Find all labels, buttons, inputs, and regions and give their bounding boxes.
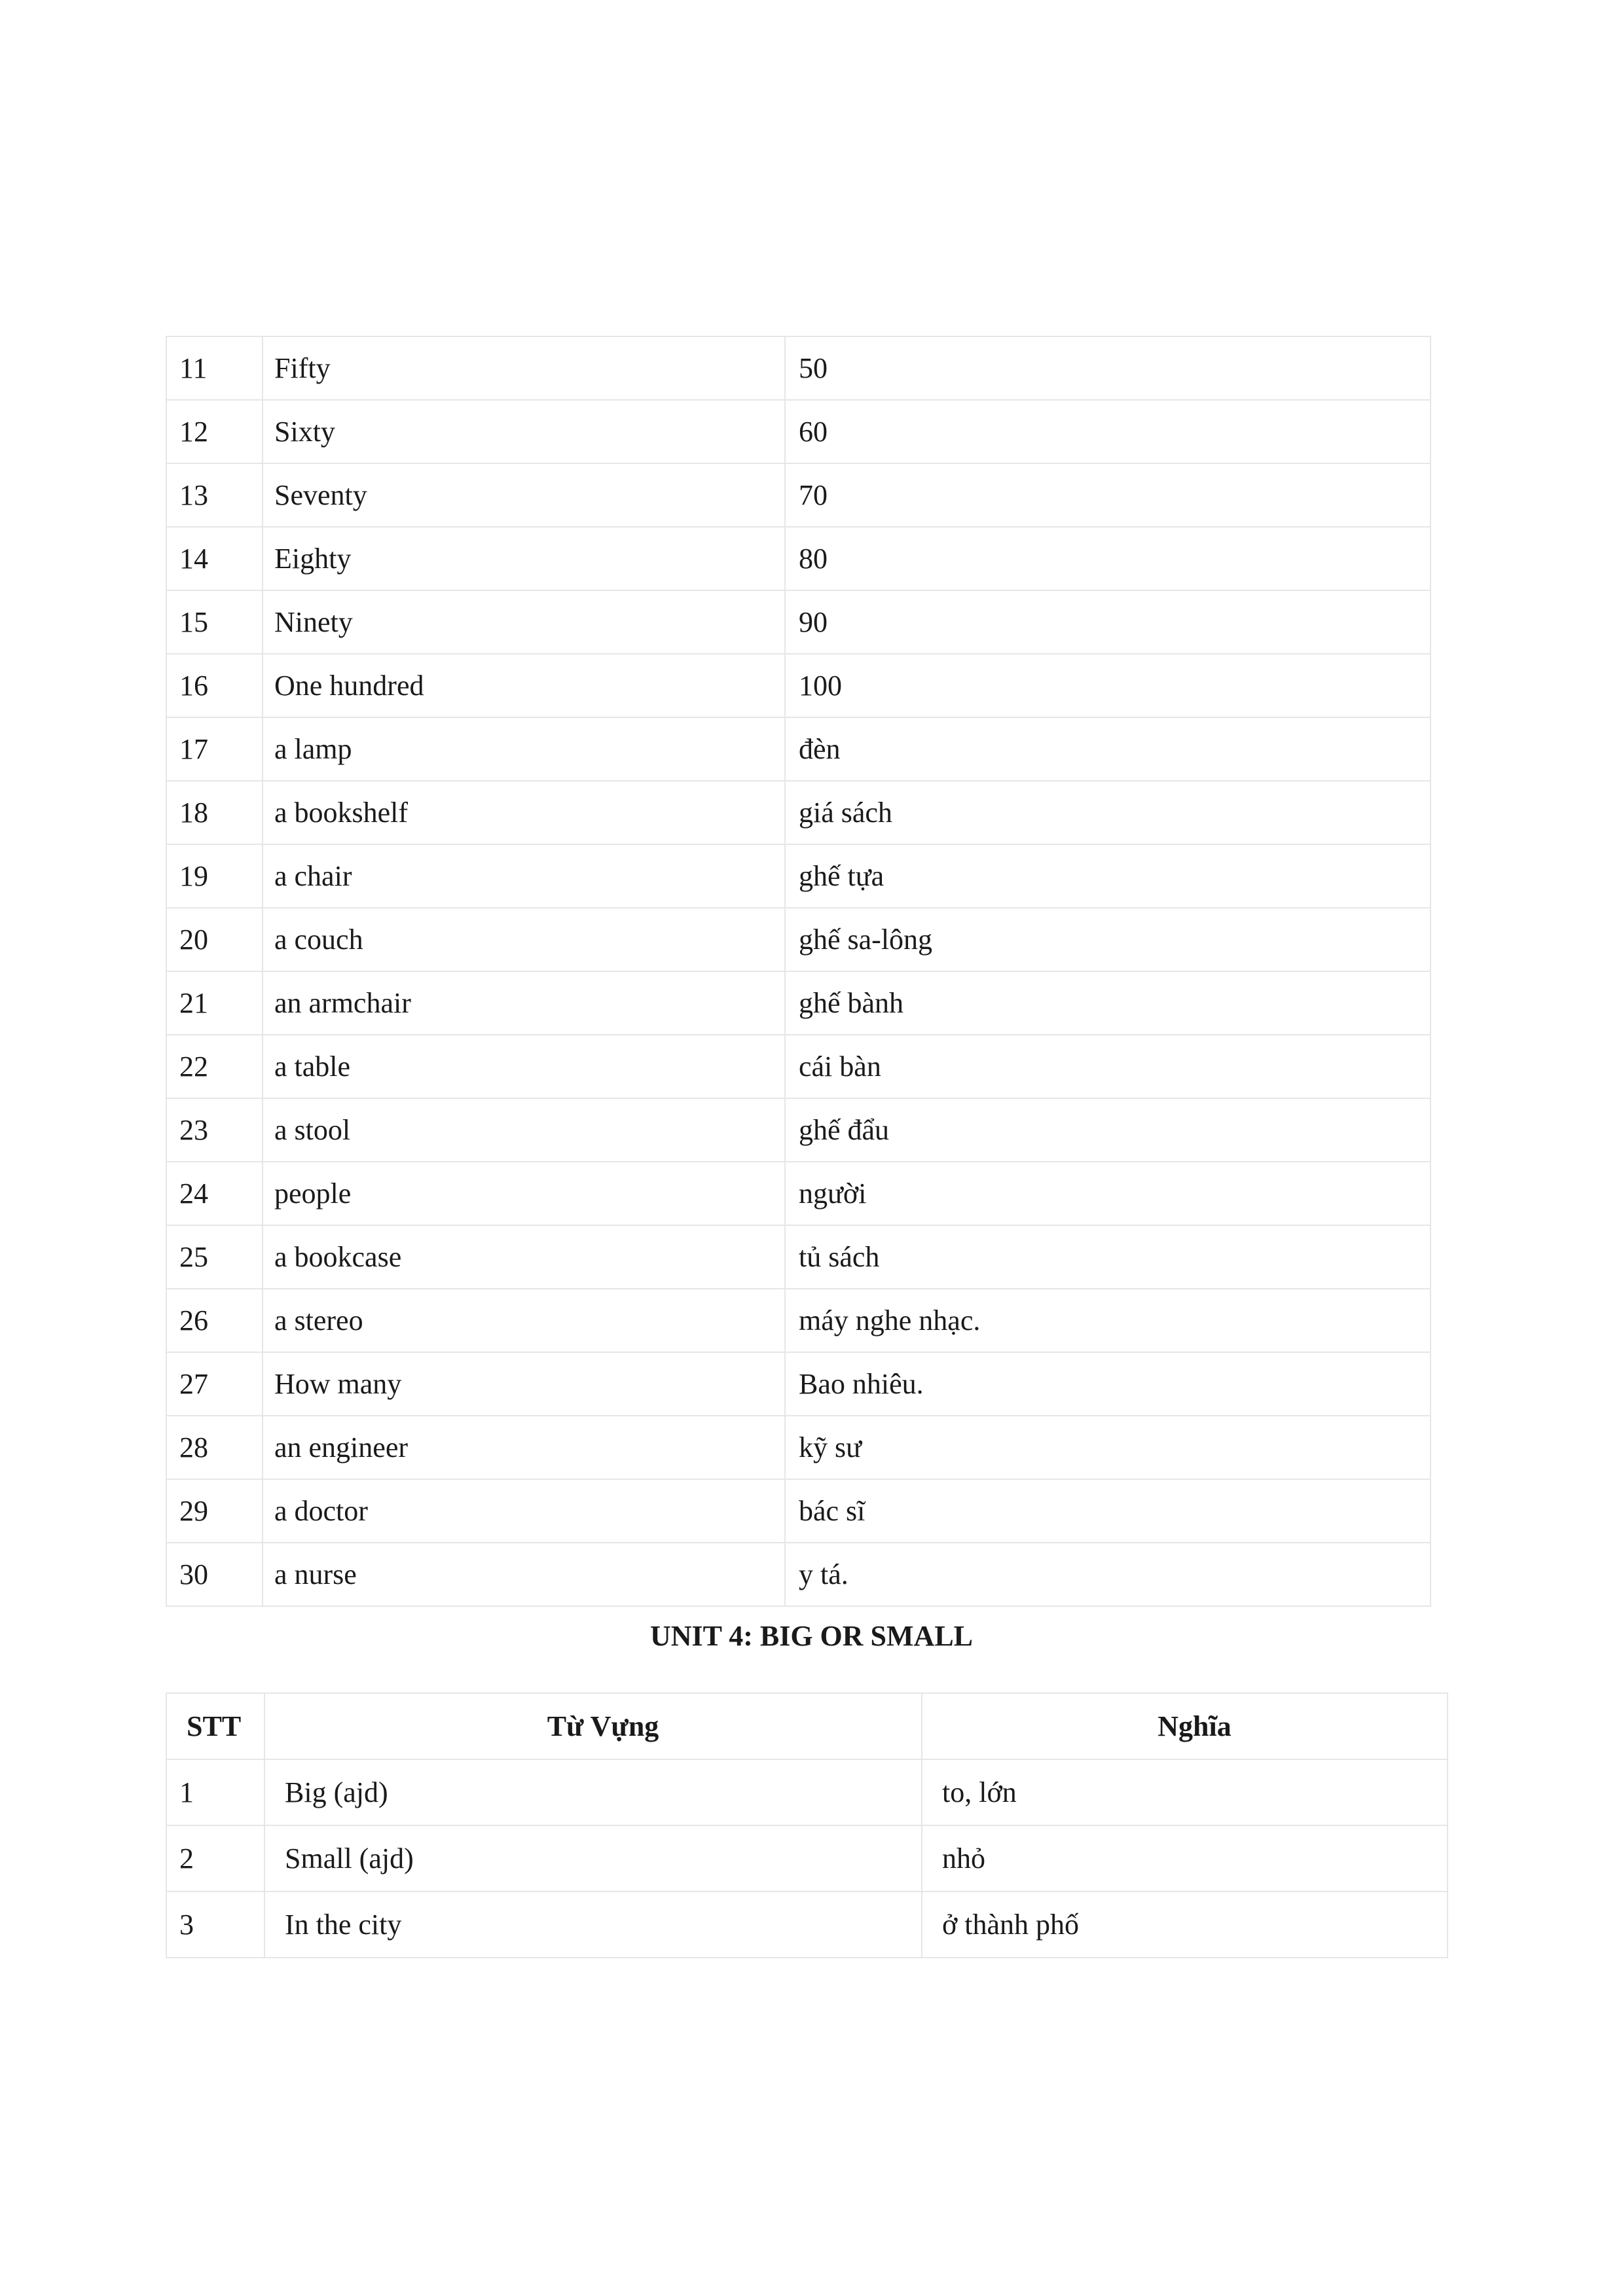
row-number: 30 <box>166 1543 263 1606</box>
table-row <box>166 1416 1431 1479</box>
row-word: an engineer <box>263 1416 785 1479</box>
row-number: 14 <box>166 527 263 590</box>
row-meaning: đèn <box>785 717 1431 781</box>
row-meaning: ghế sa-lông <box>785 908 1431 971</box>
table-row <box>166 463 1431 527</box>
row-meaning: nhỏ <box>922 1825 1448 1892</box>
row-number: 29 <box>166 1479 263 1543</box>
row-word: a bookcase <box>263 1225 785 1289</box>
row-meaning: kỹ sư <box>785 1416 1431 1479</box>
row-number: 27 <box>166 1352 263 1416</box>
row-number: 22 <box>166 1035 263 1098</box>
row-meaning: Bao nhiêu. <box>785 1352 1431 1416</box>
table-row <box>166 527 1431 590</box>
table-row <box>166 971 1431 1035</box>
table-row <box>166 590 1431 654</box>
row-number: 24 <box>166 1162 263 1225</box>
row-meaning: người <box>785 1162 1431 1225</box>
table-row <box>166 1289 1431 1352</box>
row-word: How many <box>263 1352 785 1416</box>
vocabulary-table-body <box>166 336 1431 1606</box>
table-row <box>166 400 1431 463</box>
row-meaning: y tá. <box>785 1543 1431 1606</box>
row-number: 12 <box>166 400 263 463</box>
row-word: Eighty <box>263 527 785 590</box>
row-word: Sixty <box>263 400 785 463</box>
row-meaning: 70 <box>785 463 1431 527</box>
row-word: Big (ajd) <box>264 1759 922 1825</box>
row-number: 1 <box>166 1759 264 1825</box>
row-meaning: ghế tựa <box>785 844 1431 908</box>
table-row <box>166 1892 1448 1958</box>
table-row <box>166 717 1431 781</box>
row-number: 28 <box>166 1416 263 1479</box>
row-word: a doctor <box>263 1479 785 1543</box>
row-word: a nurse <box>263 1543 785 1606</box>
row-word: an armchair <box>263 971 785 1035</box>
table-row <box>166 844 1431 908</box>
row-number: 3 <box>166 1892 264 1958</box>
row-meaning: ở thành phố <box>922 1892 1448 1958</box>
row-meaning: tủ sách <box>785 1225 1431 1289</box>
row-meaning: giá sách <box>785 781 1431 844</box>
row-number: 26 <box>166 1289 263 1352</box>
header-stt: STT <box>166 1693 264 1759</box>
unit-4-vocabulary-table <box>166 1693 1448 1958</box>
row-number: 11 <box>166 336 263 400</box>
header-word: Từ Vựng <box>264 1693 922 1759</box>
table-header-row <box>166 1693 1448 1759</box>
row-meaning: ghế đẩu <box>785 1098 1431 1162</box>
row-number: 17 <box>166 717 263 781</box>
table-row <box>166 781 1431 844</box>
table-row <box>166 336 1431 400</box>
table-row <box>166 1352 1431 1416</box>
row-word: people <box>263 1162 785 1225</box>
table-row <box>166 1825 1448 1892</box>
row-word: In the city <box>264 1892 922 1958</box>
table-row <box>166 1759 1448 1825</box>
table-row <box>166 654 1431 717</box>
row-word: Fifty <box>263 336 785 400</box>
row-meaning: 50 <box>785 336 1431 400</box>
row-number: 18 <box>166 781 263 844</box>
row-meaning: 80 <box>785 527 1431 590</box>
row-word: Seventy <box>263 463 785 527</box>
row-word: Small (ajd) <box>264 1825 922 1892</box>
table-row <box>166 1035 1431 1098</box>
row-word: a lamp <box>263 717 785 781</box>
row-meaning: máy nghe nhạc. <box>785 1289 1431 1352</box>
row-number: 21 <box>166 971 263 1035</box>
row-meaning: 90 <box>785 590 1431 654</box>
row-word: a table <box>263 1035 785 1098</box>
unit-4-table-body <box>166 1759 1448 1958</box>
row-meaning: to, lớn <box>922 1759 1448 1825</box>
row-number: 2 <box>166 1825 264 1892</box>
row-number: 23 <box>166 1098 263 1162</box>
row-meaning: 100 <box>785 654 1431 717</box>
row-word: a stereo <box>263 1289 785 1352</box>
row-number: 25 <box>166 1225 263 1289</box>
table-row <box>166 908 1431 971</box>
table-row <box>166 1479 1431 1543</box>
row-meaning: bác sĩ <box>785 1479 1431 1543</box>
row-meaning: cái bàn <box>785 1035 1431 1098</box>
row-number: 15 <box>166 590 263 654</box>
table-row <box>166 1098 1431 1162</box>
row-meaning: 60 <box>785 400 1431 463</box>
table-row <box>166 1162 1431 1225</box>
table-row <box>166 1543 1431 1606</box>
row-word: a chair <box>263 844 785 908</box>
row-meaning: ghế bành <box>785 971 1431 1035</box>
table-row <box>166 1225 1431 1289</box>
row-number: 16 <box>166 654 263 717</box>
row-number: 19 <box>166 844 263 908</box>
row-word: a couch <box>263 908 785 971</box>
unit-4-heading: UNIT 4: BIG OR SMALL <box>649 1620 974 1652</box>
row-word: a bookshelf <box>263 781 785 844</box>
row-word: One hundred <box>263 654 785 717</box>
header-meaning: Nghĩa <box>922 1693 1448 1759</box>
vocabulary-table <box>166 336 1431 1607</box>
row-word: Ninety <box>263 590 785 654</box>
row-word: a stool <box>263 1098 785 1162</box>
row-number: 13 <box>166 463 263 527</box>
row-number: 20 <box>166 908 263 971</box>
